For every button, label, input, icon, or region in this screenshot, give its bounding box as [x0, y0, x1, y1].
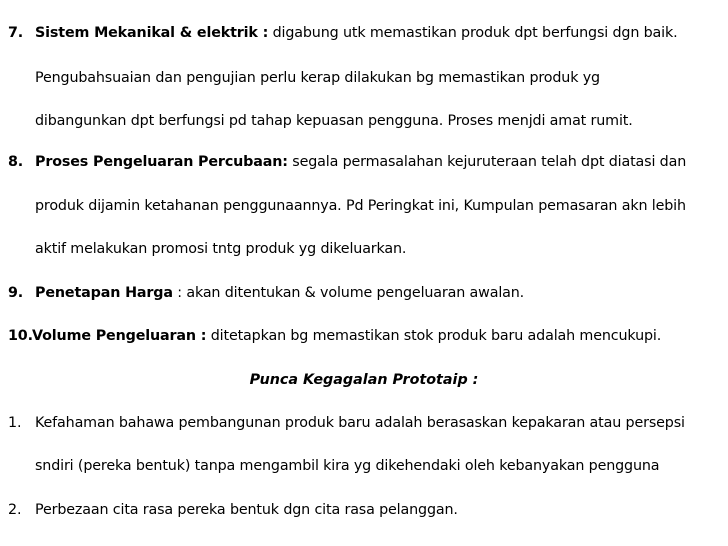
item-title: Proses Pengeluaran Percubaan:: [35, 154, 288, 170]
item-text: Perbezaan cita rasa pereka bentuk dgn cita rasa pelanggan.: [35, 502, 458, 518]
item-text: sndiri (pereka bentuk) tanpa mengambil kira yg dikehendaki oleh kebanyakan pengguna: [35, 458, 660, 474]
item-text: Pengubahsuaian dan pengujian perlu kerap dilakukan bg memastikan produk yg: [35, 70, 600, 86]
item-text: produk dijamin ketahanan penggunaannya. Pd Peringkat ini, Kumpulan pemasaran akn lebih: [35, 198, 686, 214]
item-text: segala permasalahan kejuruteraan telah dpt diatasi dan: [287, 154, 687, 170]
item-number: 9.: [8, 285, 24, 301]
item-text: : akan ditentukan & volume pengeluaran awalan.: [172, 285, 525, 301]
item-text: ditetapkan bg memastikan stok produk baru adalah mencukupi.: [206, 328, 662, 344]
item-title: Sistem Mekanikal & elektrik :: [35, 25, 269, 41]
item-number: 8.: [8, 154, 24, 170]
item-text: aktif melakukan promosi tntg produk yg dikeluarkan.: [35, 241, 407, 257]
section-heading: Punca Kegagalan Prototaip :: [249, 372, 479, 388]
item-text: Kefahaman bahawa pembangunan produk baru adalah berasaskan kepakaran atau persepsi: [35, 415, 685, 431]
item-number: 10.: [8, 328, 33, 344]
item-text: dibangunkan dpt berfungsi pd tahap kepuasan pengguna. Proses menjdi amat rumit.: [35, 113, 633, 129]
item-title: Volume Pengeluaran :: [32, 328, 207, 344]
item-number: 1.: [8, 415, 22, 431]
item-number: 7.: [8, 25, 24, 41]
item-title: Penetapan Harga: [35, 285, 173, 301]
item-text: digabung utk memastikan produk dpt berfungsi dgn baik.: [268, 25, 678, 41]
item-number: 2.: [8, 502, 22, 518]
